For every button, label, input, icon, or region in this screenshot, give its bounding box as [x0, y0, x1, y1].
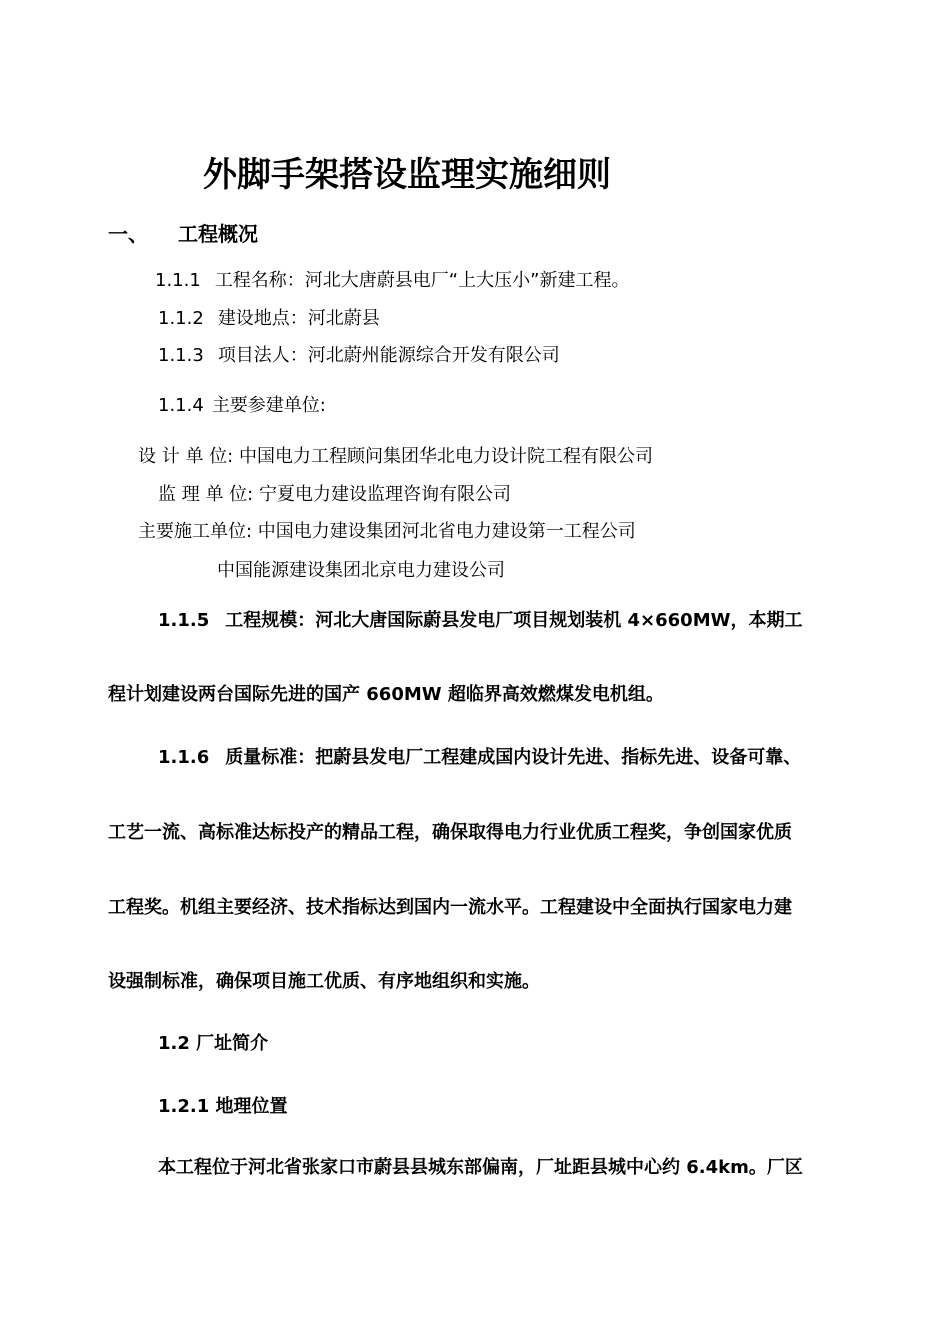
unit-construction-2: 中国能源建设集团北京电力建设公司: [217, 560, 505, 581]
item-number: 1.1.5: [158, 610, 210, 631]
section-number: 一、: [108, 222, 148, 246]
scale-line-2: 程计划建设两台国际先进的国产 660MW 超临界高效燃煤发电机组。: [108, 684, 664, 705]
site-paragraph-line-1: 本工程位于河北省张家口市蔚县县城东部偏南，厂址距县城中心约 6.4km。厂区: [158, 1157, 803, 1178]
quality-line-4: 设强制标准，确保项目施工优质、有序地组织和实施。: [108, 971, 540, 992]
site-heading: 1.2 厂址简介: [158, 1033, 269, 1054]
item-number: 1.1.1: [155, 270, 201, 291]
item-legal-entity: [158, 347, 560, 365]
item-text: 工程名称：河北大唐蔚县电厂“上大压小”新建工程。: [214, 270, 630, 291]
quality-line-2: 工艺一流、高标准达标投产的精品工程，确保取得电力行业优质工程奖，争创国家优质: [108, 822, 792, 843]
item-participants: [158, 397, 326, 415]
scale-line-1: [158, 612, 802, 630]
quality-line-1: [158, 749, 801, 767]
unit-design: 设 计 单 位: 中国电力工程顾问集团华北电力设计院工程有限公司: [138, 446, 653, 467]
unit-supervision: 监 理 单 位: 宁夏电力建设监理咨询有限公司: [158, 484, 511, 505]
item-number: 1.1.6: [158, 747, 210, 768]
item-text: 项目法人：河北蔚州能源综合开发有限公司: [217, 345, 560, 366]
document-title: 外脚手架搭设监理实施细则: [203, 155, 611, 195]
item-number: 1.1.2: [158, 308, 204, 329]
site-subheading: 1.2.1 地理位置: [158, 1096, 288, 1117]
unit-construction: 主要施工单位: 中国电力建设集团河北省电力建设第一工程公司: [138, 521, 636, 542]
item-number: 1.1.3: [158, 345, 204, 366]
item-location: [158, 310, 380, 328]
item-text: 质量标准：把蔚县发电厂工程建成国内设计先进、指标先进、设备可靠、: [225, 747, 802, 768]
item-number: 1.1.4: [158, 395, 204, 416]
item-text: 工程规模：河北大唐国际蔚县发电厂项目规划装机 4×660MW，本期工: [225, 610, 803, 631]
section-heading: [108, 224, 258, 244]
item-project-name: [155, 272, 629, 290]
section-label: 工程概况: [178, 222, 258, 246]
item-text: 建设地点：河北蔚县: [217, 308, 380, 329]
item-text: 主要参建单位:: [211, 395, 326, 416]
quality-line-3: 工程奖。机组主要经济、技术指标达到国内一流水平。工程建设中全面执行国家电力建: [108, 897, 792, 918]
